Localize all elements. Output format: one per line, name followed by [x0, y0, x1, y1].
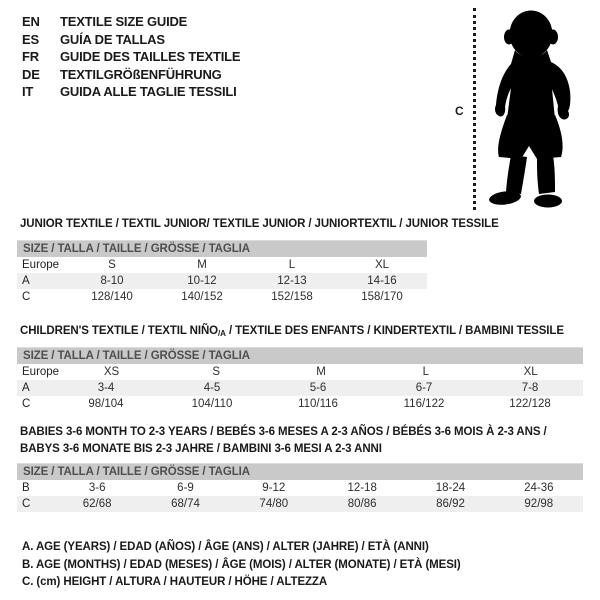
cell: M: [316, 366, 326, 378]
lang-code: IT: [22, 84, 34, 99]
babies-size-table: [17, 463, 583, 512]
cell: 104/110: [191, 398, 233, 410]
row-label: Europe: [22, 259, 60, 271]
cell: 6-9: [177, 482, 194, 494]
footnote-b: B. AGE (MONTHS) / EDAD (MESES) / ÂGE (MOIS) / ALTER (MONATE) / ETÀ (MESI): [22, 558, 461, 571]
children-table-title: [20, 323, 564, 343]
cell: 24-36: [524, 482, 554, 494]
row-label: C: [22, 291, 31, 303]
cell: 152/158: [271, 291, 313, 303]
cell: 68/74: [171, 498, 200, 510]
lang-code: FR: [22, 49, 39, 64]
table-row-height: [17, 289, 427, 305]
cell: XL: [523, 366, 538, 378]
cell: 14-16: [367, 275, 397, 287]
language-title-block: [22, 13, 240, 101]
cell: S: [108, 259, 116, 271]
cell: 158/170: [361, 291, 403, 303]
lang-code: EN: [22, 14, 40, 29]
size-header-bar: SIZE / TALLA / TAILLE / GRÖSSE / TAGLIA: [17, 240, 427, 257]
cell: 3-4: [97, 382, 115, 394]
lang-title: GUIDE DES TAILLES TEXTILE: [60, 49, 241, 64]
cell: 9-12: [262, 482, 286, 494]
lang-code: ES: [22, 31, 39, 47]
cell: 8-10: [100, 275, 124, 287]
footnote-a: A. AGE (YEARS) / EDAD (AÑOS) / ÂGE (ANS) / ALTER (JAHRE) / ETÀ (ANNI): [22, 541, 429, 553]
table-row-height: [17, 396, 583, 412]
row-label: A: [22, 275, 30, 287]
lang-row-it: [22, 83, 240, 101]
baby-silhouette-icon: [484, 9, 578, 211]
cell: S: [212, 366, 221, 378]
cell: 74/80: [259, 498, 289, 510]
size-header-bar: SIZE / TALLA / TAILLE / GRÖSSE / TAGLIA: [17, 347, 583, 364]
cell: 10-12: [187, 275, 217, 287]
cell: 4-5: [203, 382, 221, 394]
cell: 7-8: [521, 382, 539, 394]
footnote-c: C. (cm) HEIGHT / ALTURA / HAUTEUR / HÖHE / ALTEZZA: [22, 576, 328, 588]
lang-title: TEXTILGRÖßENFÜHRUNG: [60, 66, 222, 82]
row-label: Europe: [22, 366, 60, 378]
row-label: C: [22, 498, 31, 510]
row-label: B: [22, 482, 30, 494]
footnotes: [22, 539, 461, 592]
cell: L: [288, 259, 296, 271]
junior-table-title: JUNIOR TEXTILE / TEXTIL JUNIOR/ TEXTILE JUNIOR / JUNIORTEXTIL / JUNIOR TESSILE: [20, 218, 499, 230]
cell: 62/68: [82, 498, 112, 510]
table-row-age: [17, 273, 427, 289]
lang-row-en: [22, 13, 240, 31]
table-row-europe: [17, 257, 427, 273]
table-row-europe: [17, 364, 583, 380]
cell: 3-6: [88, 482, 106, 494]
cell: 80/86: [347, 498, 377, 510]
junior-size-table: [17, 240, 427, 305]
cell: 6-7: [415, 382, 433, 394]
title-subscript: /A: [218, 329, 226, 338]
cell: 12-18: [347, 482, 377, 494]
title-part: / TEXTILE DES ENFANTS / KINDERTEXTIL / BAMBINI TESSILE: [225, 325, 564, 337]
cell: XS: [103, 366, 120, 378]
row-label: C: [22, 398, 31, 410]
cell: 92/98: [524, 498, 554, 510]
lang-title: GUÍA DE TALLAS: [60, 31, 165, 47]
cell: 98/104: [88, 398, 124, 410]
cell: XL: [374, 259, 390, 271]
size-header-bar: SIZE / TALLA / TAILLE / GRÖSSE / TAGLIA: [17, 463, 583, 480]
row-label: A: [22, 382, 30, 394]
lang-title: TEXTILE SIZE GUIDE: [60, 14, 188, 29]
height-measure-label: C: [455, 104, 464, 118]
lang-row-es: [22, 31, 240, 49]
lang-row-de: [22, 66, 240, 84]
babies-table-title: [20, 424, 547, 457]
cell: 140/152: [181, 291, 223, 303]
cell: 110/116: [298, 398, 338, 410]
babies-title-line1: BABIES 3-6 MONTH TO 2-3 YEARS / BEBÉS 3-6 MESES A 2-3 AÑOS / BÉBÉS 3-6 MOIS À 2-3 ANS /: [20, 426, 547, 438]
cell: M: [197, 259, 207, 271]
cell: 122/128: [509, 398, 551, 410]
table-row-age-months: [17, 480, 583, 496]
cell: 86/92: [436, 498, 465, 510]
table-row-age: [17, 380, 583, 396]
cell: 128/140: [91, 291, 133, 303]
cell: 116/122: [403, 398, 445, 410]
lang-title: GUIDA ALLE TAGLIE TESSILI: [60, 84, 237, 99]
cell: 18-24: [435, 482, 466, 494]
table-row-height: [17, 496, 583, 512]
children-size-table: [17, 347, 583, 412]
cell: L: [422, 366, 430, 378]
lang-code: DE: [22, 66, 40, 82]
cell: 5-6: [309, 382, 327, 394]
title-part: CHILDREN'S TEXTILE / TEXTIL NIÑO: [20, 325, 219, 337]
height-measure-dotted-line: [473, 8, 476, 210]
cell: 12-13: [277, 275, 307, 287]
lang-row-fr: [22, 48, 240, 66]
babies-title-line2: BABYS 3-6 MONATE BIS 2-3 JAHRE / BAMBINI 3-6 MESI A 2-3 ANNI: [20, 442, 382, 455]
